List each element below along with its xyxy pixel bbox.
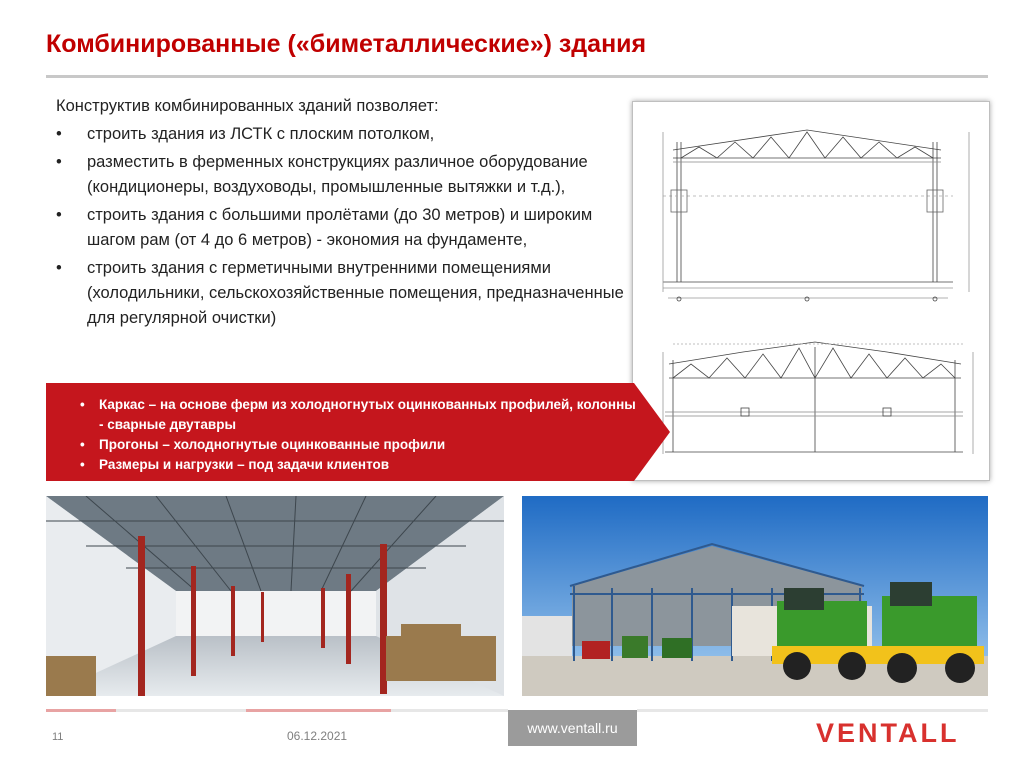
logo-icon: [816, 718, 992, 746]
footer-accent-line: [246, 709, 391, 712]
warehouse-photo-icon: [46, 496, 504, 696]
list-item: • Размеры и нагрузки – под задачи клиентов: [80, 455, 640, 475]
footer-line: [116, 709, 246, 712]
website-link[interactable]: www.ventall.ru: [508, 710, 637, 746]
page-title: Комбинированные («биметаллические») здания: [46, 30, 647, 58]
footer-line: [391, 709, 508, 712]
bullet-icon: •: [80, 437, 85, 452]
logo-text: VENTALL: [816, 718, 960, 746]
list-item: • разместить в ферменных конструкциях различное оборудование (кондиционеры, воздуховоды, промышленные вытяжки и т.д.),: [56, 150, 626, 200]
list-item: • строить здания с герметичными внутренними помещениями (холодильники, сельскохозяйственные помещения, предназначенные для регулярной очистки): [56, 256, 626, 331]
warehouse-interior-photo: [46, 496, 504, 696]
bullet-icon: •: [56, 125, 62, 143]
intro-lead: Конструктив комбинированных зданий позволяет:: [56, 97, 439, 115]
combines-photo-icon: [522, 496, 988, 696]
bullet-icon: •: [80, 397, 85, 412]
intro-list: [56, 122, 626, 331]
list-item: • Прогоны – холодногнутые оцинкованные профили: [80, 435, 640, 455]
bullet-icon: •: [80, 457, 85, 472]
footer-date: 06.12.2021: [287, 729, 348, 743]
list-item: • Каркас – на основе ферм из холодногнутых оцинкованных профилей, колонны - сварные двутавры: [80, 397, 636, 432]
intro-text: [56, 94, 626, 331]
page-number: 11: [52, 731, 64, 743]
bullet-icon: •: [56, 153, 62, 171]
footer-line: [637, 709, 988, 712]
footer-accent-line: [46, 709, 116, 712]
list-item: • строить здания с большими пролётами (до 30 метров) и широким шагом рам (от 4 до 6 метров) - экономия на фундаменте,: [56, 203, 626, 253]
highlight-banner: [46, 383, 670, 481]
title-divider: [46, 75, 988, 78]
open-shed-photo: [522, 496, 988, 696]
banner-list: [80, 395, 640, 475]
list-item: • строить здания из ЛСТК с плоским потолком,: [56, 122, 626, 147]
bullet-icon: •: [56, 259, 62, 277]
truss-drawing-icon: [633, 102, 989, 480]
ventall-logo: [816, 718, 992, 751]
engineering-drawing: [632, 101, 990, 481]
bullet-icon: •: [56, 206, 62, 224]
